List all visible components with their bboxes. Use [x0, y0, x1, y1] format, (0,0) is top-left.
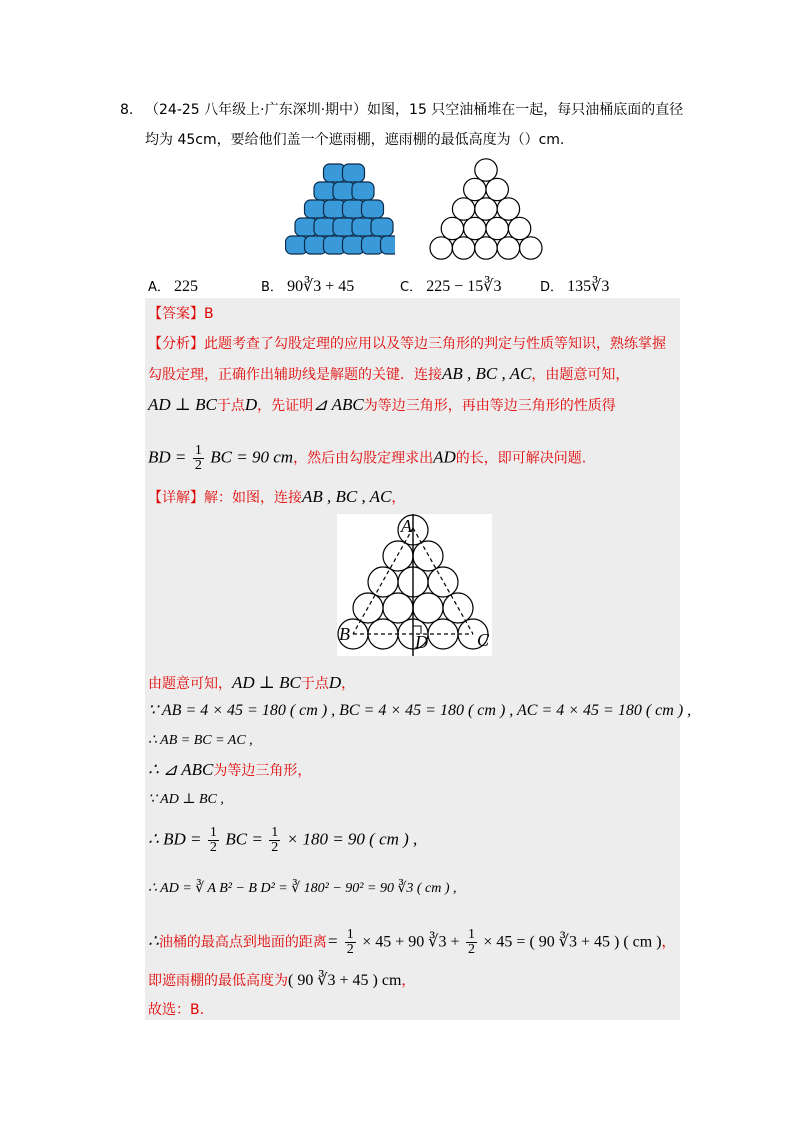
frac-num-4: 1	[346, 927, 354, 942]
step-8b: 油桶的最高点到地面的距离	[158, 934, 327, 951]
option-d-label: D．	[540, 280, 564, 295]
option-b-value: 90∛3 + 45	[287, 278, 355, 295]
barrel-side	[343, 164, 365, 182]
answer-tag: 【答案】B	[148, 306, 214, 322]
detail-text-1a: 解：如图，连接	[204, 490, 302, 506]
fraction-half	[193, 444, 204, 473]
barrel-end	[475, 237, 497, 259]
frac-den-2: 2	[209, 840, 217, 855]
option-d	[540, 276, 609, 296]
analysis-math-4a: BD =	[148, 447, 187, 467]
analysis-line-1	[148, 333, 666, 355]
barrel-end	[464, 217, 486, 239]
barrel-side	[381, 236, 396, 254]
barrel-end	[486, 178, 508, 200]
step-5: ∵ AD ⊥ BC ,	[148, 792, 224, 807]
fraction-half-2	[208, 826, 219, 855]
analysis-math-3e: ⊿ ABC	[313, 395, 364, 414]
step-2: ∵ AB = 4 × 45 = 180 ( cm ) , BC = 4 × 45 = 180 ( cm ) , AC = 4 × 45 = 180 ( cm ) ,	[148, 702, 692, 719]
analysis-text-4c: ，然后由勾股定理求出	[293, 450, 434, 467]
barrel-end	[441, 217, 463, 239]
barrel-end	[497, 198, 519, 220]
question-line-2: 均为 45cm，要给他们盖一个遮雨棚，遮雨棚的最低高度为（）cm.	[145, 132, 565, 148]
barrel-end	[430, 237, 452, 259]
barrel-side	[362, 200, 384, 218]
barrel-end	[486, 217, 508, 239]
step-10: 故选：B.	[148, 1002, 205, 1018]
analysis-line-2	[148, 363, 629, 386]
step-7: ∴ AD = ∛ A B² − B D² = ∛ 180² − 90² = 90 ∛3 ( cm ) ,	[148, 881, 457, 896]
step-6	[148, 826, 417, 855]
fraction-half-4	[345, 928, 356, 957]
option-b	[261, 276, 354, 296]
step-4a: ∴ ⊿ ABC	[148, 760, 214, 779]
analysis-text-3d: ，先证明	[257, 398, 314, 414]
detail-line-1	[148, 486, 405, 509]
step-9c: ，	[401, 973, 416, 989]
frac-num-5: 1	[467, 927, 475, 942]
label-a: A	[401, 516, 412, 536]
option-c-value: 225 − 15∛3	[426, 278, 502, 295]
option-a-value: 225	[174, 278, 199, 295]
barrel-end	[464, 178, 486, 200]
barrel-end	[508, 217, 530, 239]
analysis-tag: 【分析】	[148, 336, 204, 352]
step-1b: AD ⊥ BC	[232, 673, 301, 692]
barrel-end	[452, 198, 474, 220]
step-8f: ，	[661, 934, 676, 951]
step-8e: × 45 = ( 90 ∛3 + 45 ) ( cm )	[483, 933, 662, 951]
fraction-half-3	[269, 826, 280, 855]
step-4b: 为等边三角形，	[213, 763, 312, 779]
frac-den: 2	[194, 458, 202, 473]
analysis-text-2c: ，由题意可知，	[531, 367, 630, 383]
step-3: ∴ AB = BC = AC ,	[148, 733, 253, 748]
analysis-text-3f: 为等边三角形，再由等边三角形的性质得	[363, 398, 616, 414]
analysis-math-3c: D	[244, 395, 258, 414]
barrel-end	[475, 198, 497, 220]
option-a	[148, 276, 198, 296]
analysis-text-2a: 勾股定理，正确作出辅助线是解题的关键．连接	[148, 367, 442, 383]
frac-den-3: 2	[271, 840, 279, 855]
step-8d: × 45 + 90 ∛3 +	[362, 933, 460, 951]
step-6b: BC =	[225, 829, 263, 849]
step-4	[148, 759, 311, 782]
analysis-text-1: 此题考查了勾股定理的应用以及等边三角形的判定与性质等知识，熟练掌握	[204, 336, 666, 352]
option-b-label: B．	[261, 280, 283, 295]
option-c-label: C．	[400, 280, 423, 295]
analysis-text-4e: 的长，即可解决问题.	[455, 450, 587, 467]
analysis-line-4	[148, 444, 586, 473]
step-1	[148, 672, 355, 695]
question-number: 8.	[120, 102, 134, 118]
step-6c: × 180 = 90 ( cm ) ,	[286, 829, 418, 849]
label-b: B	[339, 624, 350, 644]
barrel-end	[475, 159, 497, 181]
question-line-1: （24-25 八年级上·广东深圳·期中）如图，15 只空油桶堆在一起，每只油桶底面的直径	[145, 102, 684, 118]
barrels-end-figure	[428, 158, 544, 260]
detail-tag: 【详解】	[148, 490, 204, 506]
step-9a: 即遮雨棚的最低高度为	[148, 973, 288, 989]
step-8	[148, 928, 676, 957]
analysis-math-4d: AD	[433, 447, 456, 467]
fraction-half-5	[466, 928, 477, 957]
step-8c: =	[326, 931, 339, 951]
barrels-side-figure	[285, 160, 395, 256]
frac-num-3: 1	[271, 825, 279, 840]
detail-text-1c: ，	[391, 490, 406, 506]
step-9b: ( 90 ∛3 + 45 ) cm	[288, 972, 402, 989]
barrel-end	[520, 237, 542, 259]
step-1d: D	[328, 673, 342, 692]
step-6a: ∴ BD =	[148, 829, 202, 849]
label-d: D	[415, 632, 428, 652]
analysis-math-4b: BC = 90 cm	[210, 447, 294, 467]
analysis-math-2b: AB , BC , AC	[442, 364, 532, 383]
option-a-label: A．	[148, 280, 170, 295]
analysis-text-3b: 于点	[216, 398, 245, 414]
frac-den-5: 2	[467, 942, 475, 957]
option-d-value: 135∛3	[567, 278, 610, 295]
step-1a: 由题意可知，	[148, 676, 232, 692]
barrel-side	[352, 182, 374, 200]
step-1c: 于点	[300, 676, 329, 692]
step-8a: ∴	[148, 931, 159, 951]
step-9	[148, 970, 415, 992]
frac-num-2: 1	[209, 825, 217, 840]
option-c	[400, 276, 501, 296]
frac-den-4: 2	[346, 942, 354, 957]
frac-num: 1	[194, 443, 202, 458]
detail-triangle-figure	[337, 514, 492, 656]
step-1e: ，	[341, 676, 356, 692]
label-c: C	[477, 630, 490, 650]
barrel-end	[497, 237, 519, 259]
barrel-end	[452, 237, 474, 259]
barrel-side	[371, 218, 393, 236]
detail-math-1b: AB , BC , AC	[302, 487, 392, 506]
analysis-line-3	[148, 394, 616, 417]
analysis-math-3a: AD ⊥ BC	[148, 395, 217, 414]
